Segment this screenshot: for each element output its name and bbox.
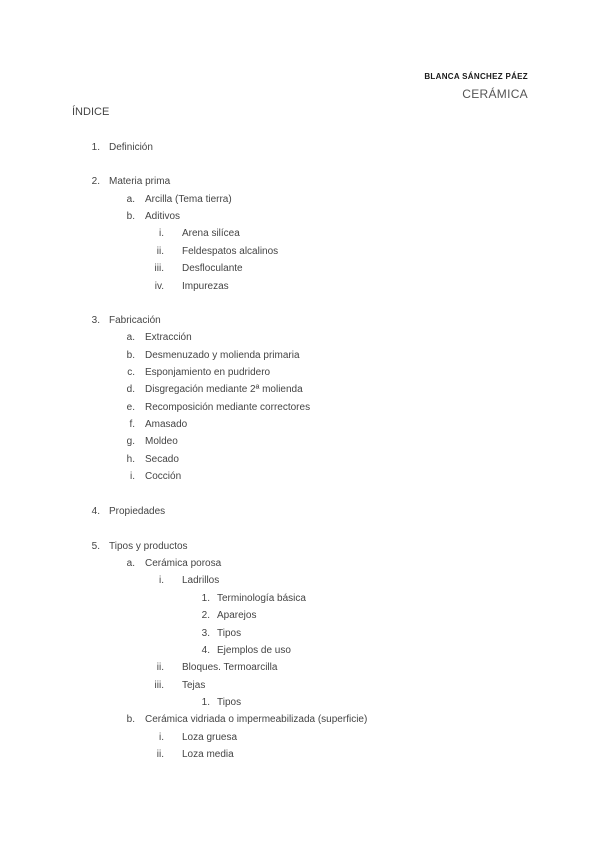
toc-item-text: Amasado bbox=[145, 419, 188, 430]
toc-item-marker: 4. bbox=[91, 506, 100, 517]
toc-item-marker: iii. bbox=[154, 680, 164, 691]
toc-item-text: Loza media bbox=[182, 749, 234, 760]
toc-item-text: Disgregación mediante 2ª molienda bbox=[145, 384, 303, 395]
toc-item-marker: iv. bbox=[154, 281, 164, 292]
toc-item-text: Materia prima bbox=[109, 176, 171, 187]
toc-item-marker: a. bbox=[126, 332, 135, 343]
toc-item-text: Loza gruesa bbox=[182, 732, 238, 743]
toc-item-marker: f. bbox=[129, 419, 135, 430]
toc-item-marker: 3. bbox=[91, 315, 100, 326]
toc-item-marker: ii. bbox=[156, 749, 164, 760]
toc-item-marker: 1. bbox=[201, 593, 210, 604]
toc-item-text: Tipos y productos bbox=[109, 541, 188, 552]
index-title: ÍNDICE bbox=[72, 106, 110, 118]
toc-item-marker: i. bbox=[159, 575, 164, 586]
toc-item-text: Impurezas bbox=[182, 281, 229, 292]
toc-item-marker: e. bbox=[126, 402, 135, 413]
toc-item-marker: 2. bbox=[91, 176, 100, 187]
toc-item-text: Feldespatos alcalinos bbox=[182, 246, 279, 257]
toc-item-marker: 3. bbox=[201, 628, 210, 639]
toc-item-marker: b. bbox=[126, 714, 135, 725]
toc-item-text: Aparejos bbox=[217, 610, 257, 621]
toc-item-text: Aditivos bbox=[145, 211, 181, 222]
toc-item-text: Extracción bbox=[145, 332, 192, 343]
toc-item-text: Tejas bbox=[182, 680, 206, 691]
toc-item-text: Cocción bbox=[145, 471, 182, 482]
toc-item-marker: g. bbox=[126, 436, 135, 447]
toc-item-text: Cerámica porosa bbox=[145, 558, 222, 569]
toc-item-marker: 5. bbox=[91, 541, 100, 552]
author-name: BLANCA SÁNCHEZ PÁEZ bbox=[424, 72, 528, 81]
toc-item-marker: i. bbox=[159, 228, 164, 239]
toc-item-text: Arcilla (Tema tierra) bbox=[145, 194, 232, 205]
toc-item-text: Fabricación bbox=[109, 315, 161, 326]
toc-item-marker: b. bbox=[126, 211, 135, 222]
toc-item-marker: 1. bbox=[201, 697, 210, 708]
toc-item-text: Ejemplos de uso bbox=[217, 645, 291, 656]
toc-item-text: Propiedades bbox=[109, 506, 166, 517]
toc-item-marker: ii. bbox=[156, 246, 164, 257]
toc-item-text: Bloques. Termoarcilla bbox=[182, 662, 278, 673]
toc-item-text: Cerámica vidriada o impermeabilizada (superficie) bbox=[145, 714, 368, 725]
toc-item-marker: b. bbox=[126, 350, 135, 361]
toc-item-marker: c. bbox=[127, 367, 135, 378]
toc-item-marker: d. bbox=[126, 384, 135, 395]
toc-item-marker: iii. bbox=[154, 263, 164, 274]
toc-item-marker: a. bbox=[126, 194, 135, 205]
toc-item-marker: i. bbox=[159, 732, 164, 743]
toc-item-text: Moldeo bbox=[145, 436, 178, 447]
toc-item-marker: 2. bbox=[201, 610, 210, 621]
toc-item-marker: a. bbox=[126, 558, 135, 569]
document-subject: CERÁMICA bbox=[462, 87, 528, 101]
toc-item-text: Tipos bbox=[217, 697, 242, 708]
toc-item-marker: ii. bbox=[156, 662, 164, 673]
toc-item-text: Definición bbox=[109, 142, 153, 153]
toc-item-text: Esponjamiento en pudridero bbox=[145, 367, 271, 378]
toc-item-text: Terminología básica bbox=[217, 593, 306, 604]
toc-item-marker: i. bbox=[130, 471, 135, 482]
toc-item-text: Recomposición mediante correctores bbox=[145, 402, 311, 413]
toc-item-text: Desfloculante bbox=[182, 263, 243, 274]
toc-item-text: Secado bbox=[145, 454, 179, 465]
toc-item-marker: 1. bbox=[91, 142, 100, 153]
toc-item-marker: h. bbox=[126, 454, 135, 465]
toc-item-text: Tipos bbox=[217, 628, 242, 639]
toc-item-text: Desmenuzado y molienda primaria bbox=[145, 350, 300, 361]
toc-item-text: Ladrillos bbox=[182, 575, 220, 586]
toc-item-text: Arena silícea bbox=[182, 228, 240, 239]
toc-item-marker: 4. bbox=[201, 645, 210, 656]
